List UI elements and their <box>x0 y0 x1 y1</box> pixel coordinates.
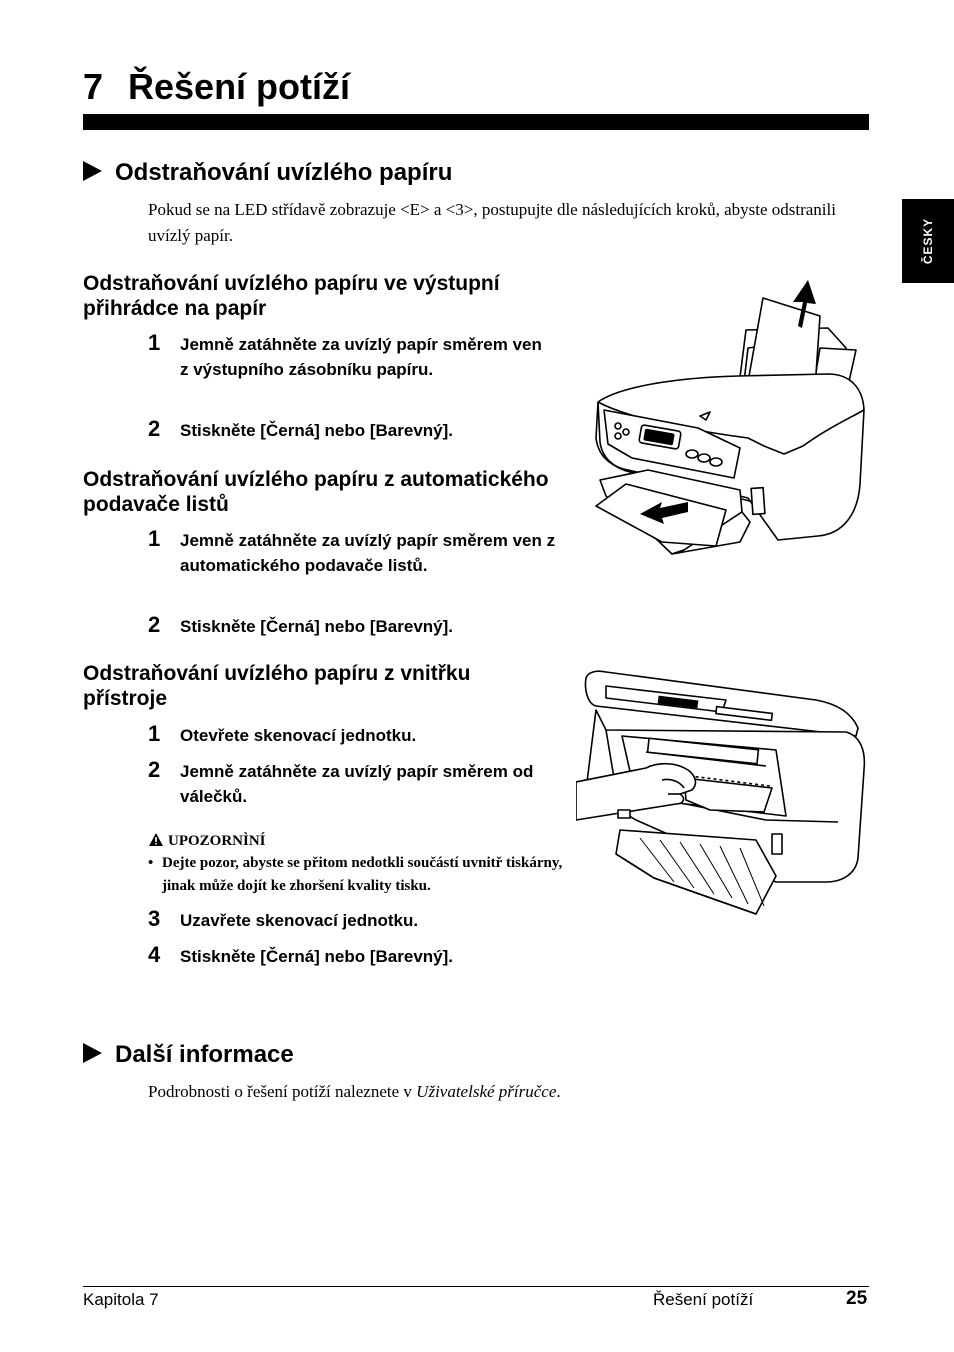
section-heading-more-info <box>83 1040 294 1070</box>
more-info-text-end: . <box>556 1082 561 1101</box>
footer-chapter: Kapitola 7 <box>83 1290 159 1309</box>
caution-body: Dejte pozor, abyste se přitom nedotkli součástí uvnitř tiskárny, jinak může dojít ke zhoršení kvality tisku. <box>162 855 563 894</box>
subsection-heading-adf: Odstraňování uvízlého papíru z automatického podavače listů <box>83 468 549 516</box>
printer-paper-jam-illustration <box>588 278 870 568</box>
step-number: 1 <box>148 330 161 355</box>
step-item <box>148 416 568 446</box>
footer-section: Řešení potíží <box>653 1290 754 1309</box>
caution-heading <box>148 832 266 850</box>
step-text: Stiskněte [Černá] nebo [Barevný]. <box>180 421 454 440</box>
step-item <box>148 526 568 606</box>
user-guide-reference: Uživatelské příručce <box>416 1082 557 1101</box>
triangle-bullet-icon <box>83 1043 102 1063</box>
step-number: 4 <box>148 942 161 967</box>
page-number: 25 <box>846 1288 868 1309</box>
more-info-text <box>148 1079 848 1105</box>
step-number: 3 <box>148 906 161 931</box>
chapter-title-text: Řešení potíží <box>128 66 351 107</box>
section-intro: Pokud se na LED střídavě zobrazuje <E> a <3>, postupujte dle následujících kroků, abyste odstranili uvízlý papír. <box>148 200 836 245</box>
step-text: Stiskněte [Černá] nebo [Barevný]. <box>180 947 454 966</box>
step-text: Jemně zatáhněte za uvízlý papír směrem ven z výstupního zásobníku papíru. <box>180 335 542 379</box>
more-info-text-start: Podrobnosti o řešení potíží naleznete v <box>148 1082 417 1101</box>
step-text: Jemně zatáhněte za uvízlý papír směrem od válečků. <box>180 762 534 806</box>
step-item <box>148 906 568 936</box>
subsection-heading-inside: Odstraňování uvízlého papíru z vnitřku přístroje <box>83 662 471 710</box>
title-rule <box>83 114 869 130</box>
printer-inside-jam-illustration <box>576 670 868 918</box>
step-number: 1 <box>148 526 161 551</box>
section-heading-text: Odstraňování uvízlého papíru <box>115 159 453 186</box>
language-tab-label: ČESKY <box>921 217 935 265</box>
triangle-bullet-icon <box>83 161 102 181</box>
step-item <box>148 330 568 410</box>
step-item <box>148 942 568 972</box>
section-heading-paper-jam <box>83 158 452 188</box>
bullet-icon: • <box>148 855 154 871</box>
step-text: Uzavřete skenovací jednotku. <box>180 911 419 930</box>
step-item <box>148 612 568 642</box>
warning-icon <box>148 832 164 847</box>
section-heading-text: Další informace <box>115 1041 294 1068</box>
step-text: Stiskněte [Černá] nebo [Barevný]. <box>180 617 454 636</box>
step-number: 2 <box>148 757 161 782</box>
step-number: 2 <box>148 612 161 637</box>
step-text: Otevřete skenovací jednotku. <box>180 726 417 745</box>
subsection-heading-output-tray: Odstraňování uvízlého papíru ve výstupní přihrádce na papír <box>83 272 500 320</box>
step-text: Jemně zatáhněte za uvízlý papír směrem ven z automatického podavače listů. <box>180 531 556 575</box>
caution-title-text: UPOZORNÌNÍ <box>168 833 266 849</box>
language-tab <box>902 199 954 283</box>
footer-rule <box>83 1286 869 1287</box>
step-item <box>148 721 568 751</box>
step-item <box>148 757 568 812</box>
step-number: 1 <box>148 721 161 746</box>
caution-text <box>148 852 578 898</box>
chapter-number: 7 <box>83 66 104 107</box>
step-number: 2 <box>148 416 161 441</box>
chapter-title <box>83 62 350 112</box>
